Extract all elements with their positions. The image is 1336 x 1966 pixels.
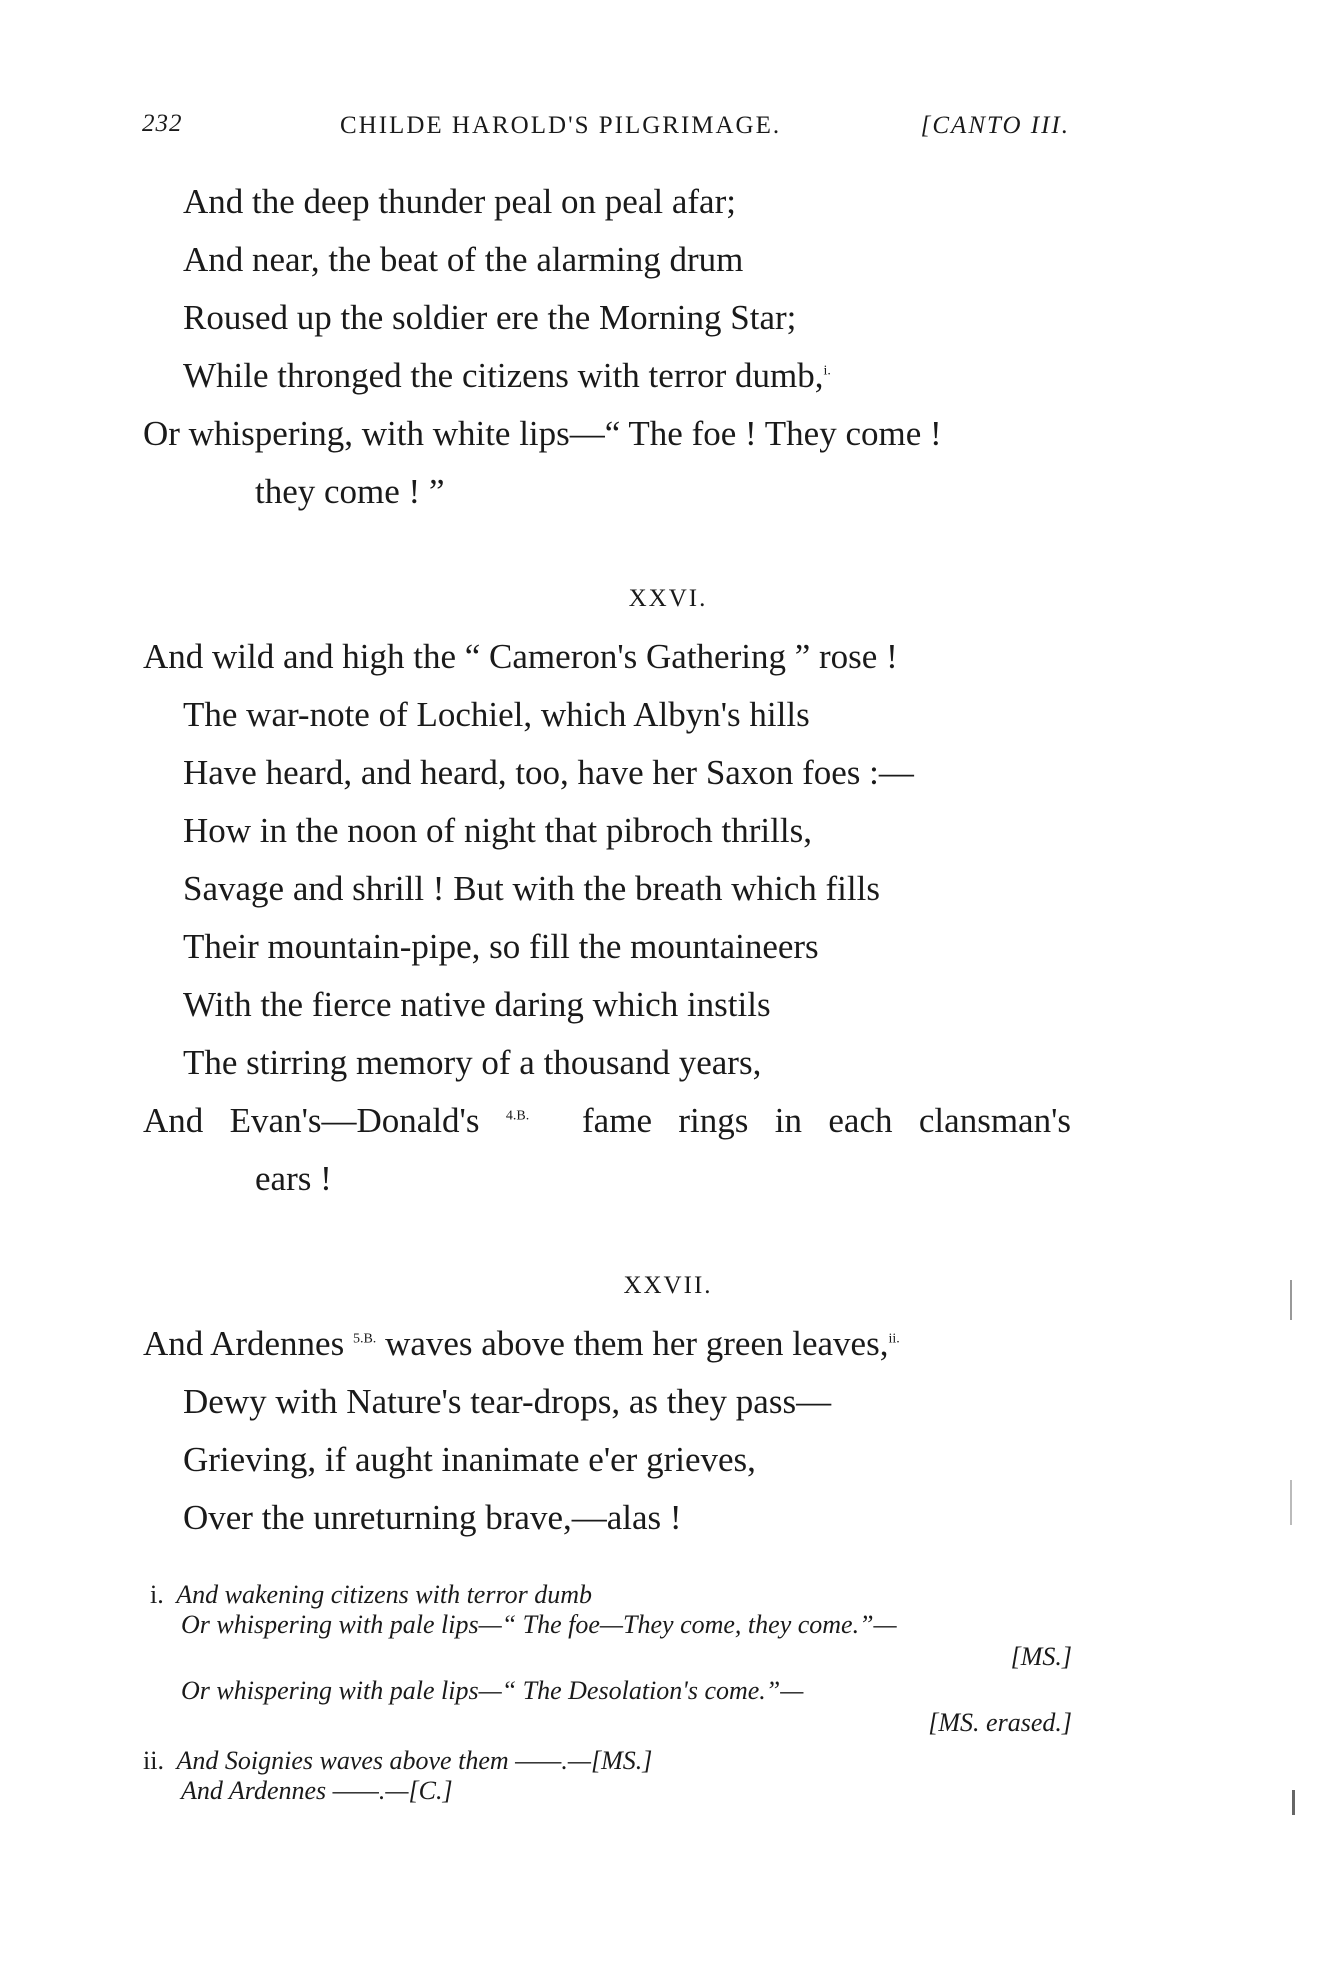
footnote-ref-5b: 5.B. (352, 1331, 377, 1347)
footnote-source: [MS. erased.] (928, 1708, 1072, 1737)
verse-line: How in the noon of night that pibroch thrills, (183, 811, 812, 850)
verse-line: Dewy with Nature's tear-drops, as they pass— (183, 1382, 832, 1421)
footnote-ref-ii: ii. (888, 1331, 900, 1347)
scan-mark (1290, 1480, 1292, 1525)
canto-label: [CANTO III. (920, 112, 1070, 139)
verse-line-text: And Ardennes (143, 1324, 345, 1363)
scan-mark (1292, 1790, 1295, 1815)
stanza-number: XXVI. (628, 585, 708, 612)
scan-mark (1290, 1280, 1292, 1320)
footnote-i-line (150, 1580, 592, 1610)
verse-line-text: And Evan's—Donald's (143, 1101, 480, 1140)
footnote-label: ii. (143, 1746, 164, 1775)
footnote-text: And wakening citizens with terror dumb (176, 1580, 592, 1609)
verse-line (143, 1101, 1071, 1141)
footnote-ref-4b: 4.B. (505, 1108, 530, 1124)
footnote-ii-line: And Ardennes ——.—[C.] (181, 1776, 453, 1805)
footnote-i-line: Or whispering with pale lips—“ The foe—They come, they come.”— (181, 1610, 897, 1639)
running-header (140, 110, 1070, 150)
verse-line: And near, the beat of the alarming drum (183, 240, 744, 279)
verse-line: Grieving, if aught inanimate e'er grieves, (183, 1440, 756, 1479)
verse-line: Their mountain-pipe, so fill the mountaineers (183, 927, 819, 966)
verse-line: And wild and high the “ Cameron's Gathering ” rose ! (143, 637, 898, 676)
running-title: CHILDE HAROLD'S PILGRIMAGE. (340, 112, 782, 139)
verse-line: Over the unreturning brave,—alas ! (183, 1498, 682, 1537)
verse-line: The stirring memory of a thousand years, (183, 1043, 762, 1082)
verse-line: Savage and shrill ! But with the breath which fills (183, 869, 880, 908)
verse-line-text: fame rings in each clansman's (582, 1101, 1072, 1140)
footnote-ref-i: i. (823, 363, 831, 379)
page-number: 232 (142, 110, 183, 137)
verse-line: And the deep thunder peal on peal afar; (183, 182, 736, 221)
footnote-source: [MS.] (1010, 1642, 1072, 1671)
footnote-i-line: Or whispering with pale lips—“ The Desolation's come.”— (181, 1676, 804, 1705)
footnote-text: And Soignies waves above them ——.—[MS.] (176, 1746, 653, 1775)
verse-line: Roused up the soldier ere the Morning Star; (183, 298, 797, 337)
stanza-number: XXVII. (623, 1272, 713, 1299)
verse-line (143, 1324, 900, 1364)
verse-line-turnover: ears ! (255, 1159, 332, 1198)
verse-line-turnover: they come ! ” (255, 472, 445, 511)
footnote-label: i. (150, 1580, 164, 1609)
footnote-ii-line (143, 1746, 652, 1776)
verse-line: The war-note of Lochiel, which Albyn's hills (183, 695, 810, 734)
verse-line: With the fierce native daring which instils (183, 985, 771, 1024)
verse-line (183, 356, 831, 396)
verse-line-text: waves above them her green leaves, (385, 1324, 889, 1363)
verse-line: Have heard, and heard, too, have her Saxon foes :— (183, 753, 914, 792)
verse-line-text: While thronged the citizens with terror dumb, (183, 356, 824, 395)
verse-line: Or whispering, with white lips—“ The foe ! They come ! (143, 414, 942, 453)
